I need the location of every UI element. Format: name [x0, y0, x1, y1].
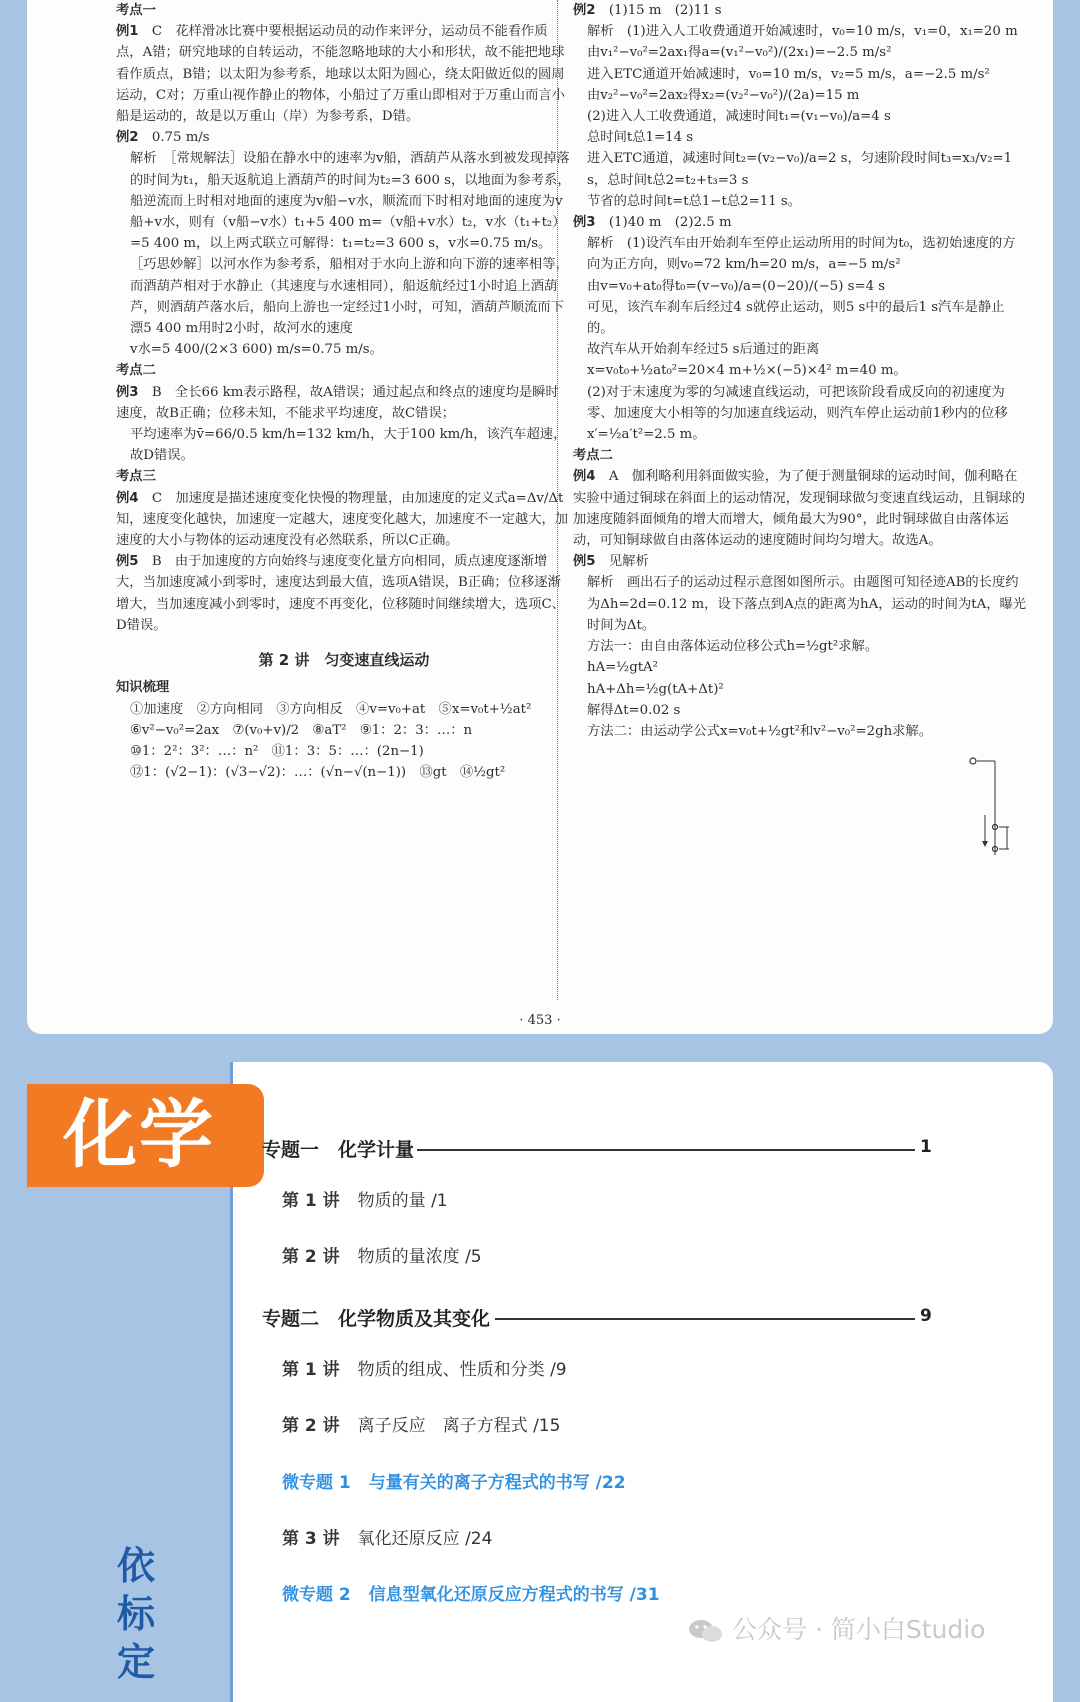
paragraph: 解析 (1)设汽车由开始刹车至停止运动所用的时间为t₀，选初始速度的方向为正方向，则v₀=72 km/h=20 m/s，a=−5 m/s² — [587, 236, 1016, 273]
paragraph: 进入ETC通道，减速时间t₂=(v₂−v₀)/a=2 s，匀速阶段时间t₃=x₃/v₂=1 s，总时间t总2=t₂+t₃=3 s — [587, 151, 1013, 188]
toc-lecture-title: 氧化还原反应 /24 — [357, 1529, 493, 1549]
paragraph: 解析 ［常规解法］设船在静水中的速率为v船，酒葫芦从落水到被发现掉落的时间为t₁，船天返航追上酒葫芦的时间为t₂=3 600 s，以地面为参考系，船逆流而上时相对地面的速度为v船−v水，顺流而下时相对地面的速度为v船+v水，则有（v船−v水）t₁+5 400 m=（v船+v水）t₂，v水（t₁+t₂）=5 400 m，以上两式联立可解得：t₁=t₂=3 600 s，v水=0.75 m/s。 — [130, 151, 571, 252]
example-answer — [573, 0, 1028, 21]
paragraph: v水=5 400/(2×3 600) m/s=0.75 m/s。 — [130, 342, 383, 358]
example-label: 例5 — [116, 554, 152, 570]
example-answer — [573, 212, 1028, 233]
paragraph: 方法一：由自由落体运动位移公式h=½gt²求解。 — [587, 639, 879, 655]
section-heading: 考点三 — [116, 469, 156, 485]
toc-micro-number: 微专题 2 — [282, 1585, 351, 1605]
paragraph: 平均速率为v̄=66/0.5 km/h=132 km/h，大于100 km/h，该汽车超速，故D错误。 — [130, 427, 567, 464]
toc-lecture-number: 第 2 讲 — [282, 1416, 340, 1436]
example-answer — [573, 551, 1028, 572]
example-label: 例4 — [116, 490, 152, 506]
subject-tab: 化学 — [27, 1084, 264, 1187]
example-label: 例3 — [116, 384, 152, 400]
example-answer — [116, 551, 572, 636]
example-answer — [116, 488, 572, 552]
watermark-text: 公众号 · 简小白Studio — [732, 1615, 986, 1644]
toc-leader-line — [495, 1318, 915, 1320]
paragraph: (2)进入人工收费通道，减速时间t₁=(v₁−v₀)/a=4 s — [587, 109, 891, 125]
example-text: C 花样滑冰比赛中要根据运动员的动作来评分，运动员不能看作质点，A错；研究地球的自转运动，不能忽略地球的大小和形状，故不能把地球看作质点，B错；以太阳为参考系，地球以太阳为圆心，绕太阳做近似的圆周运动，C对；万重山视作静止的物体，小船过了万重山即相对于万重山而言小船是运动的，故是以万重山（岸）为参考系，D错。 — [116, 24, 565, 125]
example-text: B 全长66 km表示路程，故A错误；通过起点和终点的速度均是瞬时速度，故B正确；位移未知，不能求平均速度，故C错误； — [116, 384, 559, 421]
example-text: (1)40 m (2)2.5 m — [608, 215, 732, 231]
toc-micro-number: 微专题 1 — [282, 1473, 351, 1493]
example-label: 例2 — [116, 130, 152, 146]
toc-lecture-number: 第 1 讲 — [282, 1360, 340, 1380]
toc-micro-title: 信息型氧化还原反应方程式的书写 /31 — [368, 1585, 660, 1605]
toc-lecture[interactable] — [282, 1242, 482, 1267]
toc-page — [27, 1062, 1053, 1702]
paragraph: ⑩1：2²：3²：…：n² ⑪1：3：5：…：(2n−1) — [130, 743, 424, 759]
paragraph: 解得Δt=0.02 s — [587, 702, 681, 718]
example-answer — [116, 21, 572, 127]
paragraph: ⑥v²−v₀²=2ax ⑦(v₀+v)/2 ⑧aT² ⑨1：2：3：…：n — [130, 722, 473, 738]
toc-lecture[interactable] — [282, 1355, 567, 1380]
toc-lecture-number: 第 3 讲 — [282, 1529, 340, 1549]
toc-lecture-number: 第 2 讲 — [282, 1247, 340, 1267]
example-label: 例2 — [573, 3, 609, 18]
example-label: 例1 — [116, 24, 152, 40]
paragraph: x=v₀t₀+½at₀²=20×4 m+½×(−5)×4² m=40 m。 — [587, 363, 907, 379]
side-vertical-text: 依标定 — [117, 1544, 156, 1684]
page-number: · 453 · — [519, 1013, 561, 1028]
toc-topic[interactable]: 专题一 化学计量 — [262, 1139, 415, 1161]
paragraph: 故汽车从开始刹车经过5 s后通过的距离 — [587, 342, 820, 358]
toc-micro-topic[interactable] — [282, 1468, 626, 1493]
toc-lecture-number: 第 1 讲 — [282, 1191, 340, 1211]
section-heading: 考点一 — [116, 3, 156, 18]
example-label: 例5 — [573, 554, 609, 570]
example-label: 例3 — [573, 215, 609, 231]
paragraph: ［巧思妙解］以河水作为参考系，船相对于水向上游和向下游的速率相等，而酒葫芦相对于水静止（其速度与水速相同），船返航经过1小时追上酒葫芦，则酒葫芦落水后，船向上游也一定经过1小时，可知，酒葫芦顺流而下漂5 400 m用时2小时，故河水的速度 — [130, 257, 569, 337]
toc-lecture-title: 物质的量 /1 — [357, 1191, 448, 1211]
paragraph: 由v=v₀+at₀得t₀=(v−v₀)/a=(0−20)/(−5) s=4 s — [587, 278, 886, 294]
table-of-contents — [27, 1062, 1053, 1702]
example-text: 0.75 m/s — [151, 130, 210, 146]
paragraph: 节省的总时间t=t总1−t总2=11 s。 — [587, 193, 802, 209]
falling-stone-diagram — [955, 755, 1025, 859]
paragraph: (2)对于末速度为零的匀减速直线运动，可把该阶段看成反向的初速度为零、加速度大小相等的匀加速直线运动，则汽车停止运动前1秒内的位移x′=½a′t²=2.5 m。 — [587, 384, 1008, 443]
toc-micro-topic[interactable] — [282, 1580, 660, 1605]
example-answer — [116, 382, 572, 424]
paragraph: 由v₂²−v₀²=2ax₂得x₂=(v₂²−v₀²)/(2a)=15 m — [587, 87, 860, 103]
toc-lecture-title: 离子反应 离子方程式 /15 — [357, 1416, 561, 1436]
section-heading: 考点二 — [573, 448, 613, 464]
paragraph: 由v₁²−v₀²=2ax₁得a=(v₁²−v₀²)/(2x₁)=−2.5 m/s² — [587, 45, 892, 61]
toc-lecture-title: 物质的组成、性质和分类 /9 — [357, 1360, 567, 1380]
toc-lecture[interactable] — [282, 1411, 560, 1436]
right-column — [573, 0, 1028, 742]
paragraph: 进入ETC通道开始减速时，v₀=10 m/s，v₂=5 m/s，a=−2.5 m/s² — [587, 66, 990, 82]
lecture-title: 第 2 讲 匀变速直线运动 — [258, 651, 430, 670]
paragraph: ①加速度 ②方向相同 ③方向相反 ④v=v₀+at ⑤x=v₀t+½at² — [130, 701, 532, 717]
example-answer — [116, 127, 572, 148]
example-label: 例4 — [573, 469, 609, 485]
wechat-icon — [688, 1618, 724, 1644]
toc-leader-line — [417, 1149, 915, 1151]
toc-micro-title: 与量有关的离子方程式的书写 /22 — [368, 1473, 626, 1493]
section-heading: 考点二 — [116, 363, 156, 379]
column-divider — [557, 0, 558, 1000]
paragraph: 解析 (1)进入人工收费通道开始减速时，v₀=10 m/s，v₁=0，x₁=20 m — [587, 24, 1018, 40]
paragraph: 方法二：由运动学公式x=v₀t+½gt²和v²−v₀²=2gh求解。 — [587, 723, 933, 739]
watermark — [688, 1610, 985, 1646]
toc-topic[interactable]: 专题二 化学物质及其变化 — [262, 1308, 491, 1330]
paragraph: hA+Δh=½g(tA+Δt)² — [587, 681, 724, 697]
paragraph: hA=½gtA² — [587, 660, 658, 676]
example-text: 见解析 — [608, 554, 649, 570]
toc-topic-page: 9 — [920, 1306, 932, 1326]
paragraph: 解析 画出石子的运动过程示意图如图所示。由题图可知径迹AB的长度约为Δh=2d=0.12 m，设下落点到A点的距离为hA，运动的时间为tA，曝光时间为Δt。 — [587, 575, 1027, 633]
left-column — [116, 0, 572, 783]
example-answer — [573, 466, 1028, 551]
toc-topic-page: 1 — [920, 1137, 932, 1157]
toc-lecture-title: 物质的量浓度 /5 — [357, 1247, 482, 1267]
example-text: B 由于加速度的方向始终与速度变化量方向相同，质点速度逐渐增大，当加速度减小到零时，速度达到最大值，选项A错误，B正确；位移逐渐增大，当加速度减小到零时，速度不再变化，位移随时间继续增大，选项C、D错误。 — [116, 554, 565, 633]
example-text: (1)15 m (2)11 s — [608, 3, 722, 18]
example-text: A 伽利略利用斜面做实验，为了便于测量铜球的运动时间，伽利略在实验中通过铜球在斜面上的运动情况，发现铜球做匀变速直线运动，且铜球的加速度随斜面倾角的增大而增大，倾角最大为90°，此时铜球做自由落体运动，可知铜球做自由落体运动的速度随时间均匀增大。故选A。 — [573, 469, 1026, 549]
paragraph: 可见，该汽车刹车后经过4 s就停止运动，则5 s中的最后1 s汽车是静止的。 — [587, 299, 1005, 337]
toc-lecture[interactable] — [282, 1186, 448, 1211]
answer-page — [27, 0, 1053, 1034]
paragraph: 总时间t总1=14 s — [587, 130, 694, 146]
toc-lecture[interactable] — [282, 1524, 492, 1549]
example-text: C 加速度是描述速度变化快慢的物理量，由加速度的定义式a=Δv/Δt知，速度变化越快，加速度一定越大，速度变化越大，加速度不一定越大，加速度的大小与物体的运动速度没有必然联系，所以C正确。 — [116, 490, 569, 549]
paragraph: ⑫1：(√2−1)：(√3−√2)：…：(√n−√(n−1)) ⑬gt ⑭½gt² — [130, 765, 506, 781]
section-heading: 知识梳理 — [116, 680, 170, 696]
